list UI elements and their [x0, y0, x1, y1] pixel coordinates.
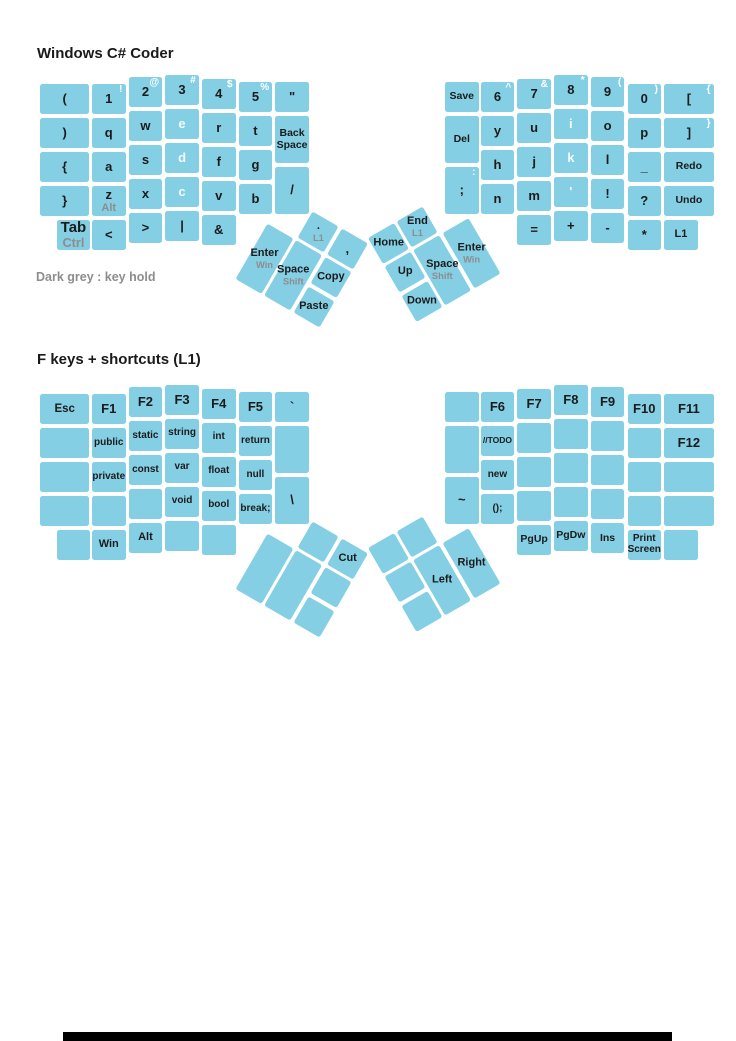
key-shift-label: :: [472, 167, 476, 178]
key-hold-label: Shift: [282, 276, 304, 287]
key-pgdw: [554, 521, 588, 551]
key-label: string: [168, 427, 196, 439]
key-label: null: [246, 468, 265, 480]
key-label: PgUp: [520, 533, 548, 546]
key-label: ,: [345, 240, 350, 256]
key-blank: [202, 525, 236, 555]
key-label: break;: [240, 502, 271, 514]
key-blank: [664, 462, 713, 492]
key-label: Down: [406, 294, 437, 307]
key-label: const: [132, 463, 159, 475]
key-blank: [554, 453, 588, 483]
key-label: //TODO: [482, 435, 512, 446]
key-esc: [40, 394, 89, 424]
key-label: F1: [101, 400, 117, 416]
key-blank: [554, 487, 588, 517]
key-public: [92, 428, 126, 458]
key-label: Cut: [338, 551, 357, 564]
key-blank: [517, 215, 551, 245]
key-o: [591, 111, 625, 141]
key-float: [202, 457, 236, 487]
key-f6: [481, 392, 515, 422]
key-shift-label: (: [617, 77, 622, 89]
key-label: Right: [457, 556, 486, 569]
key-p: [628, 118, 662, 148]
layer-l1-title: F keys + shortcuts (L1): [37, 351, 201, 368]
key-4: [202, 79, 236, 109]
key-label: n: [493, 190, 502, 206]
key-label: 0: [640, 90, 648, 106]
key-label: Ins: [599, 531, 616, 544]
key-blank: [57, 530, 91, 560]
key-blank: [92, 220, 126, 250]
key-label: F6: [489, 398, 506, 414]
key-bool: [202, 491, 236, 521]
key-save: [445, 82, 479, 112]
key-shift-label: ^: [505, 82, 512, 93]
key-blank: [628, 152, 662, 182]
key-shift-label: {: [706, 84, 711, 95]
key-blank: [481, 494, 515, 524]
key-label: F7: [526, 395, 542, 411]
key-blank: [554, 419, 588, 449]
key-label: a: [105, 158, 113, 174]
key-w: [129, 111, 163, 141]
key-return: [239, 426, 273, 456]
key-label: j: [532, 153, 536, 169]
key-tab: [57, 220, 91, 250]
key-label: F9: [599, 394, 616, 410]
key-blank: [628, 220, 662, 250]
key-blank: [554, 177, 588, 207]
key-label: F8: [563, 391, 579, 407]
key-label: PgDw: [556, 529, 586, 542]
key-label: Print Screen: [627, 533, 661, 555]
key-label: i: [569, 115, 573, 131]
key-label: Enter: [250, 246, 279, 259]
key-hold-label: Ctrl: [62, 235, 85, 251]
key-v: [202, 181, 236, 211]
key-label: var: [174, 461, 190, 473]
key-blank: [129, 489, 163, 519]
key-label: s: [141, 152, 150, 168]
key-int: [202, 423, 236, 453]
key-f10: [628, 394, 662, 424]
key-label: }: [62, 192, 68, 208]
key-label: ]: [686, 124, 692, 140]
key-k: [554, 143, 588, 173]
key-label: End: [407, 214, 428, 227]
key-a: [92, 152, 126, 182]
key-t: [239, 116, 273, 146]
key-blank: [664, 118, 713, 148]
key-y: [481, 116, 515, 146]
key-shift-label: @: [149, 77, 160, 89]
key-f9: [591, 387, 625, 417]
key-c: [165, 177, 199, 207]
key-blank: [554, 211, 588, 241]
key-label: {: [62, 158, 68, 174]
key-label: /: [290, 182, 294, 198]
key-del: [445, 116, 479, 163]
key-blank: [591, 213, 625, 243]
key-label: static: [132, 429, 159, 441]
key-blank: [517, 457, 551, 487]
layer-base-title: Windows C# Coder: [37, 45, 174, 62]
key-blank: [40, 186, 89, 216]
key-blank: [92, 496, 126, 526]
key-5: [239, 82, 273, 112]
key-blank: [275, 82, 309, 112]
key-label: Space: [277, 263, 310, 276]
key-blank: [591, 421, 625, 451]
key-blank: [40, 496, 89, 526]
key-label: Redo: [675, 160, 702, 173]
key-label: !: [605, 186, 610, 202]
key-label: 3: [178, 81, 186, 97]
key-blank: [591, 179, 625, 209]
key-label: Undo: [675, 194, 703, 207]
key-label: y: [493, 122, 502, 138]
key-const: [129, 455, 163, 485]
key-2: [129, 77, 163, 107]
key-label: 1: [105, 90, 113, 106]
key-f3: [165, 385, 199, 415]
key-m: [517, 181, 551, 211]
key-void: [165, 487, 199, 517]
key-label: F2: [137, 394, 154, 410]
key-label: public: [94, 436, 124, 448]
key-break: [239, 494, 273, 524]
key-label: Save: [449, 90, 475, 103]
key-label: >: [141, 220, 150, 236]
key-z: [92, 186, 126, 216]
key-label: 8: [567, 81, 575, 97]
key-f4: [202, 389, 236, 419]
key-label: 6: [493, 88, 502, 104]
key-label: o: [603, 118, 612, 134]
key-7: [517, 79, 551, 109]
key-blank: [129, 213, 163, 243]
key-label: \: [290, 492, 294, 508]
key-shift-label: ): [654, 84, 658, 95]
key-blank: [275, 392, 309, 422]
key-label: _: [640, 158, 648, 174]
key-r: [202, 113, 236, 143]
key-label: x: [141, 186, 150, 202]
key-string: [165, 419, 199, 449]
key-label: F12: [677, 434, 701, 450]
key-todo: [481, 426, 515, 456]
key-label: <: [104, 226, 113, 242]
key-label: bool: [208, 499, 230, 511]
key-label: f: [216, 153, 221, 169]
key-f2: [129, 387, 163, 417]
key-f8: [554, 385, 588, 415]
key-ins: [591, 523, 625, 553]
key-back-space: [275, 116, 309, 163]
key-label: *: [641, 226, 647, 242]
key-label: F5: [247, 398, 264, 414]
key-f11: [664, 394, 713, 424]
key-label: m: [528, 187, 540, 203]
key-8: [554, 75, 588, 105]
key-blank: [445, 477, 479, 524]
key-n: [481, 184, 515, 214]
key-f5: [239, 392, 273, 422]
key-d: [165, 143, 199, 173]
key-blank: [275, 426, 309, 473]
key-label: void: [171, 495, 193, 507]
key-blank: [165, 211, 199, 241]
key-q: [92, 118, 126, 148]
key-label: b: [251, 190, 260, 206]
legend-note: Dark grey : key hold: [36, 270, 156, 284]
key-hold-label: Alt: [101, 201, 117, 214]
key-label: Del: [453, 132, 470, 145]
key-alt: [129, 523, 163, 553]
key-blank: [445, 392, 479, 422]
key-label: -: [605, 220, 610, 236]
key-f: [202, 147, 236, 177]
key-label: .: [316, 220, 320, 233]
key-hold-label: Win: [255, 259, 273, 270]
key-label: k: [567, 149, 575, 165]
key-blank: [591, 489, 625, 519]
footer-bar: [63, 1032, 672, 1041]
key-label: ): [62, 124, 67, 140]
key-shift-label: &: [540, 78, 548, 90]
key-label: Back Space: [276, 127, 308, 151]
key-label: Home: [373, 236, 404, 249]
key-blank: [275, 477, 309, 524]
key-label: Win: [98, 538, 119, 551]
key-6: [481, 82, 515, 112]
key-print-screen: [628, 530, 662, 560]
key-label: +: [567, 217, 575, 233]
key-f1: [92, 394, 126, 424]
key-label: ();: [492, 502, 503, 514]
key-label: l: [605, 152, 610, 168]
key-var: [165, 453, 199, 483]
key-label: Space: [426, 258, 459, 271]
key-label: p: [640, 124, 649, 140]
key-pgup: [517, 525, 551, 555]
key-label: new: [487, 468, 508, 480]
key-label: Alt: [138, 531, 153, 544]
key-blank: [517, 491, 551, 521]
key-win: [92, 530, 126, 560]
key-b: [239, 184, 273, 214]
key-label: c: [178, 183, 186, 199]
key-h: [481, 150, 515, 180]
key-shift-label: #: [190, 74, 196, 86]
key-label: `: [289, 398, 295, 414]
key-1: [92, 84, 126, 114]
key-label: ": [288, 88, 296, 104]
key-blank: [628, 496, 662, 526]
key-label: Enter: [457, 241, 486, 254]
key-3: [165, 75, 199, 105]
key-hold-label: L1: [312, 232, 324, 243]
key-static: [129, 421, 163, 451]
key-label: 9: [603, 84, 612, 100]
key-label: (: [62, 90, 67, 106]
key-blank: [517, 423, 551, 453]
key-hold-label: Shift: [432, 270, 453, 281]
key-label: 2: [141, 84, 150, 100]
key-label: Copy: [316, 270, 345, 283]
key-blank: [664, 496, 713, 526]
key-label: Paste: [299, 299, 329, 312]
key-blank: [202, 215, 236, 245]
key-g: [239, 150, 273, 180]
key-blank: [165, 521, 199, 551]
key-blank: [591, 455, 625, 485]
key-label: e: [178, 115, 186, 131]
key-blank: [40, 152, 89, 182]
key-blank: [628, 462, 662, 492]
key-label: u: [530, 119, 539, 135]
key-j: [517, 147, 551, 177]
key-l: [591, 145, 625, 175]
key-label: return: [240, 434, 270, 446]
key-label: 5: [251, 88, 260, 104]
key-label: d: [178, 149, 187, 165]
key-x: [129, 179, 163, 209]
key-undo: [664, 186, 713, 216]
key-hold-label: L1: [411, 227, 423, 238]
key-label: v: [215, 187, 223, 203]
key-label: Up: [397, 265, 413, 278]
key-s: [129, 145, 163, 175]
key-u: [517, 113, 551, 143]
key-blank: [628, 428, 662, 458]
key-label: h: [493, 156, 502, 172]
key-label: ': [569, 183, 573, 199]
key-f7: [517, 389, 551, 419]
key-label: w: [140, 118, 151, 134]
key-private: [92, 462, 126, 492]
key-label: ;: [459, 182, 464, 198]
key-label: float: [208, 465, 230, 477]
key-shift-label: !: [119, 84, 123, 95]
key-blank: [40, 84, 89, 114]
key-label: ~: [457, 492, 466, 508]
key-blank: [40, 118, 89, 148]
key-label: Esc: [54, 402, 75, 415]
key-label: Tab: [60, 218, 87, 236]
key-label: r: [216, 119, 222, 135]
key-label: private: [92, 470, 126, 482]
key-label: F3: [174, 391, 190, 407]
key-0: [628, 84, 662, 114]
key-blank: [628, 186, 662, 216]
key-label: Left: [432, 573, 453, 586]
key-f12: [664, 428, 713, 458]
key-blank: [40, 428, 89, 458]
key-label: F11: [678, 400, 700, 416]
key-label: 4: [215, 85, 223, 101]
key-blank: [445, 426, 479, 473]
key-label: 7: [530, 85, 538, 101]
key-blank: [40, 462, 89, 492]
key-blank: [664, 84, 713, 114]
key-label: int: [212, 431, 225, 443]
key-hold-label: Win: [462, 254, 480, 265]
key-shift-label: %: [260, 82, 270, 93]
key-label: q: [104, 124, 113, 140]
key-blank: [664, 530, 698, 560]
key-shift-label: }: [706, 118, 711, 129]
key-9: [591, 77, 625, 107]
key-blank: [445, 167, 479, 214]
key-l1: [664, 220, 698, 250]
key-label: t: [253, 122, 258, 138]
key-label: F4: [211, 395, 227, 411]
key-new: [481, 460, 515, 490]
key-shift-label: *: [580, 74, 585, 86]
key-label: |: [180, 217, 184, 233]
key-label: g: [251, 156, 260, 172]
key-blank: [275, 167, 309, 214]
key-label: L1: [674, 228, 688, 241]
key-label: z: [105, 186, 112, 202]
key-label: &: [214, 221, 224, 237]
key-label: [: [686, 90, 692, 106]
key-label: =: [530, 221, 538, 237]
key-i: [554, 109, 588, 139]
key-redo: [664, 152, 713, 182]
key-shift-label: $: [226, 78, 233, 90]
key-e: [165, 109, 199, 139]
key-label: ?: [640, 192, 649, 208]
key-label: F10: [633, 400, 656, 416]
key-null: [239, 460, 273, 490]
